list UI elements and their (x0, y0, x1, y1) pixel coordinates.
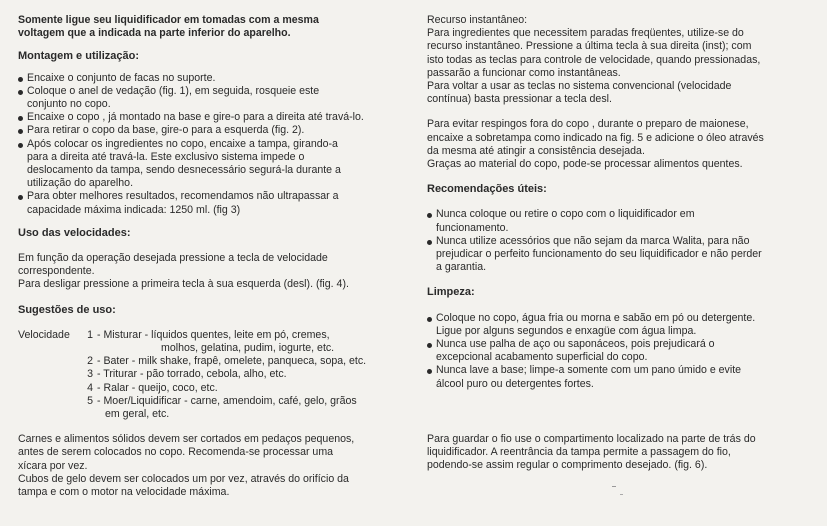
list-item: Coloque o anel de vedação (fig. 1), em seguida, rosqueie este conjunto no copo. (18, 85, 398, 111)
recomendacoes-heading: Recomendações úteis: (427, 183, 547, 196)
sugestoes-heading: Sugestões de uso: (18, 303, 116, 316)
recomendacoes-list (427, 208, 812, 274)
limpeza-heading: Limpeza: (427, 286, 475, 299)
intro-line-1: Somente ligue seu liquidificador em tomadas com a mesma (18, 14, 319, 26)
list-item: Coloque no copo, água fria ou morna e sabão em pó ou detergente. Ligue por alguns segundos e enxagüe com água limpa. (427, 312, 812, 338)
velocidade-row: 5 - Moer/Liquidificar - carne, amendoim, café, gelo, grãos em geral, etc. (87, 394, 357, 421)
list-item: Após colocar os ingredientes no copo, encaixe a tampa, girando-a para a direita até travá-la. Este exclusivo sistema impede o deslocamento da tampa, sendo desnecessário segurá-la durante a utilização do aparelho. (18, 138, 398, 191)
respingos-paragraph: Para evitar respingos fora do copo , durante o preparo de maionese, encaixe a sobretampa como indicado na fig. 5 e adicione o óleo através da mesma até atingir a consistência desejada. Graças ao material do copo, pode-se processar alimentos quentes. (427, 118, 764, 171)
fio-paragraph: Para guardar o fio use o compartimento localizado na parte de trás do liquidificador. A reentrância da tampa permite a passagem do fio, podendo-se assim regular o comprimento desejado. (fig. 6). (427, 432, 756, 472)
montagem-list (18, 72, 398, 217)
intro-line-2: voltagem que a indicada na parte inferior do aparelho. (18, 27, 291, 40)
velocidade-row: 2 - Bater - milk shake, frapê, omelete, panqueca, sopa, etc. (87, 355, 367, 368)
velocidade-row: Velocidade 1 - Misturar - líquidos quentes, leite em pó, cremes, molhos, gelatina, pudim, iogurte, etc. (18, 328, 335, 355)
print-speck (612, 486, 616, 487)
recurso-paragraph: Recurso instantâneo: Para ingredientes que necessitem paradas freqüentes, utilize-se do recurso instantâneo. Pressione a última tecla à sua direita (inst); com isto todas as teclas para controle de velocidade, quando pressionadas, passarão a funcionar como instantâneas. Para voltar a usar as teclas no sistema convencional (velocidade contínua) basta pressionar a tecla desl. (427, 14, 761, 106)
montagem-heading: Montagem e utilização: (18, 50, 140, 63)
uso-heading: Uso das velocidades: (18, 226, 131, 239)
carnes-paragraph: Carnes e alimentos sólidos devem ser cortados em pedaços pequenos, antes de serem colocados no copo. Recomenda-se processar uma xícara por vez. Cubos de gelo devem ser colocados um por vez, através do orifício da tampa e com o motor na velocidade máxima. (18, 433, 355, 499)
list-item: Encaixe o copo , já montado na base e gire-o para a direita até travá-lo. (18, 111, 398, 124)
list-item: Nunca lave a base; limpe-a somente com um pano úmido e evite álcool puro ou detergentes fortes. (427, 364, 812, 390)
velocidade-table (18, 329, 398, 421)
list-item: Encaixe o conjunto de facas no suporte. (18, 72, 398, 85)
left-column (18, 14, 398, 499)
list-item: Para retirar o copo da base, gire-o para a esquerda (fig. 2). (18, 124, 398, 137)
right-column (427, 14, 812, 472)
list-item: Nunca use palha de aço ou saponáceos, pois prejudicará o excepcional acabamento superficial do copo. (427, 338, 812, 364)
list-item: Nunca utilize acessórios que não sejam da marca Walita, para não prejudicar o perfeito funcionamento do seu liquidificador e não perder a garantia. (427, 235, 812, 275)
list-item: Para obter melhores resultados, recomendamos não ultrapassar a capacidade máxima indicada: 1250 ml. (fig 3) (18, 190, 398, 216)
uso-paragraph: Em função da operação desejada pressione a tecla de velocidade correspondente. Para desligar pressione a primeira tecla à sua esquerda (desl). (fig. 4). (18, 252, 349, 291)
velocidade-row: 3 - Triturar - pão torrado, cebola, alho, etc. (87, 368, 287, 381)
list-item: Nunca coloque ou retire o copo com o liquidificador em funcionamento. (427, 208, 812, 234)
velocidade-row: 4 - Ralar - queijo, coco, etc. (87, 381, 218, 394)
velocidade-label: Velocidade (18, 328, 70, 341)
print-speck (620, 494, 623, 495)
limpeza-list (427, 312, 812, 391)
